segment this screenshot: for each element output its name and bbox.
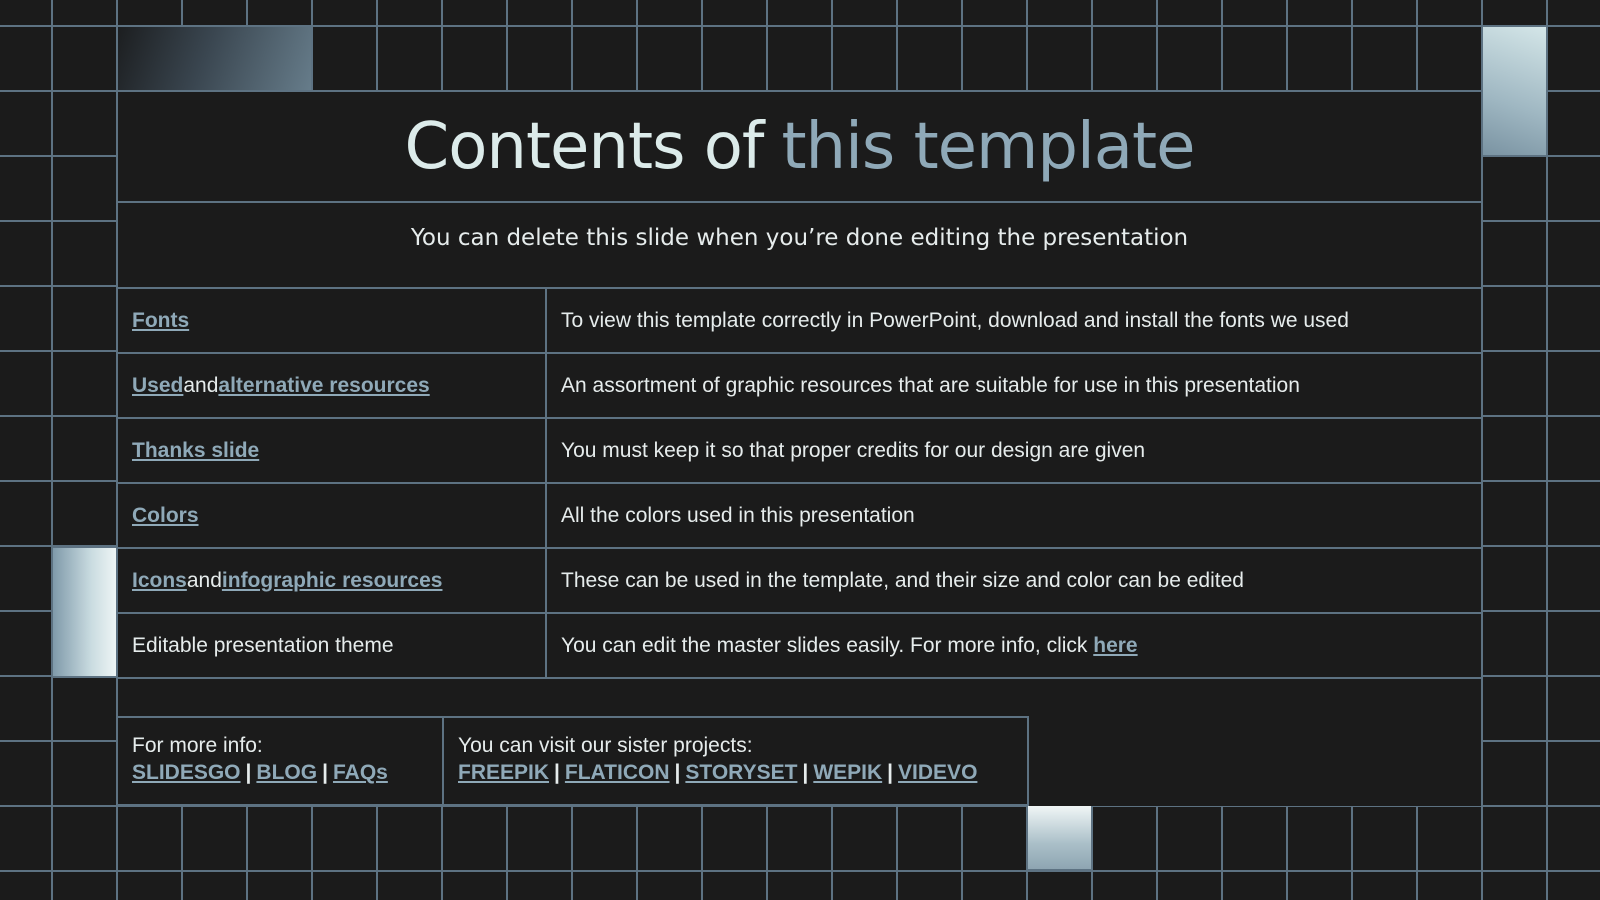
used-resources-link[interactable]: Used — [132, 373, 184, 397]
faqs-link[interactable]: FAQs — [332, 761, 388, 784]
title-accent: this template — [781, 109, 1195, 184]
colors-link[interactable]: Colors — [132, 503, 199, 527]
joiner: and — [183, 373, 219, 397]
storyset-link[interactable]: STORYSET — [685, 761, 798, 784]
icons-link[interactable]: Icons — [132, 568, 187, 592]
row-description — [547, 614, 1481, 677]
row-label — [118, 354, 547, 417]
infographic-resources-link[interactable]: infographic resources — [221, 568, 443, 592]
more-info-label: For more info: — [132, 734, 263, 757]
description-text: You can edit the master slides easily. For more info, click — [561, 633, 1088, 657]
table-row — [118, 614, 1481, 679]
row-description: To view this template correctly in PowerPoint, download and install the fonts we used — [561, 308, 1349, 332]
separator: | — [554, 761, 560, 784]
row-label — [118, 419, 547, 482]
separator: | — [245, 761, 252, 784]
separator: | — [322, 761, 328, 784]
separator: | — [887, 761, 894, 784]
gradient-block-top-left — [116, 25, 313, 92]
table-row — [118, 354, 1481, 419]
sister-projects-label: You can visit our sister projects: — [458, 734, 753, 757]
row-label: Editable presentation theme — [118, 614, 547, 677]
table-row — [118, 549, 1481, 614]
row-description: These can be used in the template, and their size and color can be edited — [561, 568, 1244, 592]
wepik-link[interactable]: WEPIK — [813, 761, 883, 784]
gradient-block-top-right — [1481, 25, 1548, 157]
subtitle: You can delete this slide when you’re done editing the presentation — [118, 203, 1481, 289]
videvo-link[interactable]: VIDEVO — [898, 761, 978, 784]
here-link[interactable]: here — [1093, 633, 1138, 657]
separator: | — [674, 761, 681, 784]
row-label — [118, 484, 547, 547]
row-description: You must keep it so that proper credits for our design are given — [561, 438, 1146, 462]
contents-panel — [116, 90, 1483, 806]
thanks-slide-link[interactable]: Thanks slide — [132, 438, 260, 462]
separator: | — [802, 761, 809, 784]
gradient-block-left — [51, 546, 118, 678]
title-main: Contents of — [404, 109, 764, 184]
table-row — [118, 419, 1481, 484]
more-info-box — [116, 716, 444, 806]
alternative-resources-link[interactable]: alternative resources — [218, 373, 430, 397]
table-row — [118, 289, 1481, 354]
row-description: All the colors used in this presentation — [561, 503, 915, 527]
slidesgo-link[interactable]: SLIDESGO — [132, 761, 241, 784]
page-title — [118, 92, 1481, 203]
row-label — [118, 549, 547, 612]
fonts-link[interactable]: Fonts — [132, 308, 190, 332]
joiner: and — [186, 568, 222, 592]
row-description: An assortment of graphic resources that are suitable for use in this presentation — [561, 373, 1300, 397]
row-label — [118, 289, 547, 352]
blog-link[interactable]: BLOG — [256, 761, 318, 784]
table-row — [118, 484, 1481, 549]
freepik-link[interactable]: FREEPIK — [458, 761, 550, 784]
flaticon-link[interactable]: FLATICON — [564, 761, 670, 784]
sister-projects-box — [442, 716, 1029, 806]
gradient-block-bottom — [1026, 804, 1093, 871]
